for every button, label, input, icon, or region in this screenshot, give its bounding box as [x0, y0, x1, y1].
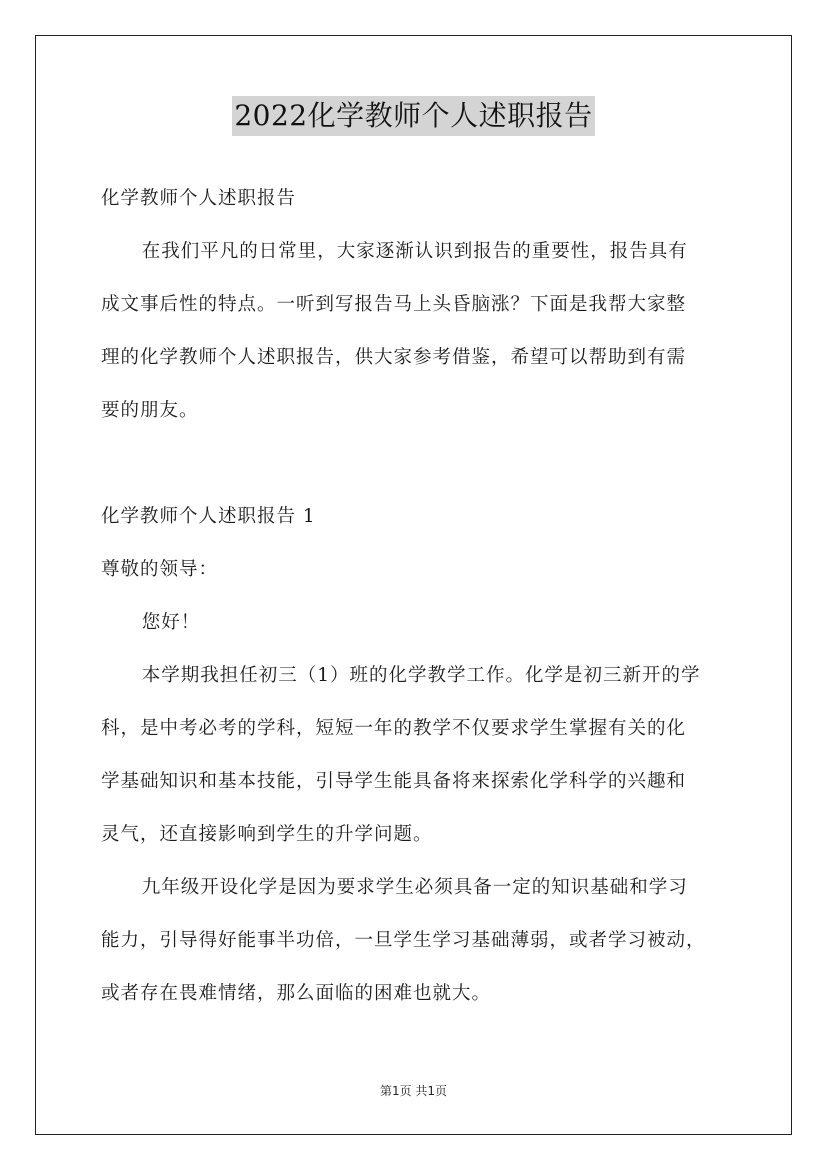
greeting: 您好！ [141, 612, 201, 633]
title-container [0, 96, 827, 136]
intro-line-1: 在我们平凡的日常里，大家逐渐认识到报告的重要性，报告具有 [141, 241, 688, 262]
page-number: 第1页 共1页 [379, 1084, 448, 1098]
salutation: 尊敬的领导： [101, 559, 219, 580]
intro-line-4: 要的朋友。 [101, 400, 199, 421]
para1-line-3: 学基础知识和基本技能，引导学生能具备将来探索化学科学的兴趣和 [101, 771, 687, 792]
intro-line-2: 成文事后性的特点。一听到写报告马上头昏脑涨？下面是我帮大家整 [101, 294, 687, 315]
para1-line-1: 本学期我担任初三（1）班的化学教学工作。化学是初三新开的学 [141, 665, 701, 686]
section-heading: 化学教师个人述职报告 1 [101, 506, 316, 527]
para1-line-4: 灵气，还直接影响到学生的升学问题。 [101, 824, 433, 845]
document-body [101, 172, 741, 1020]
paragraph-gap [101, 437, 741, 490]
intro-line-3: 理的化学教师个人述职报告，供大家参考借鉴，希望可以帮助到有需 [101, 347, 687, 368]
para2-line-1: 九年级开设化学是因为要求学生必须具备一定的知识基础和学习 [141, 877, 688, 898]
document-subtitle: 化学教师个人述职报告 [101, 188, 297, 209]
page-footer [0, 1082, 827, 1100]
document-title: 2022化学教师个人述职报告 [232, 96, 594, 136]
para2-line-3: 或者存在畏难情绪，那么面临的困难也就大。 [101, 983, 492, 1004]
para1-line-2: 科，是中考必考的学科，短短一年的教学不仅要求学生掌握有关的化 [101, 718, 687, 739]
para2-line-2: 能力，引导得好能事半功倍，一旦学生学习基础薄弱，或者学习被动， [101, 930, 706, 951]
